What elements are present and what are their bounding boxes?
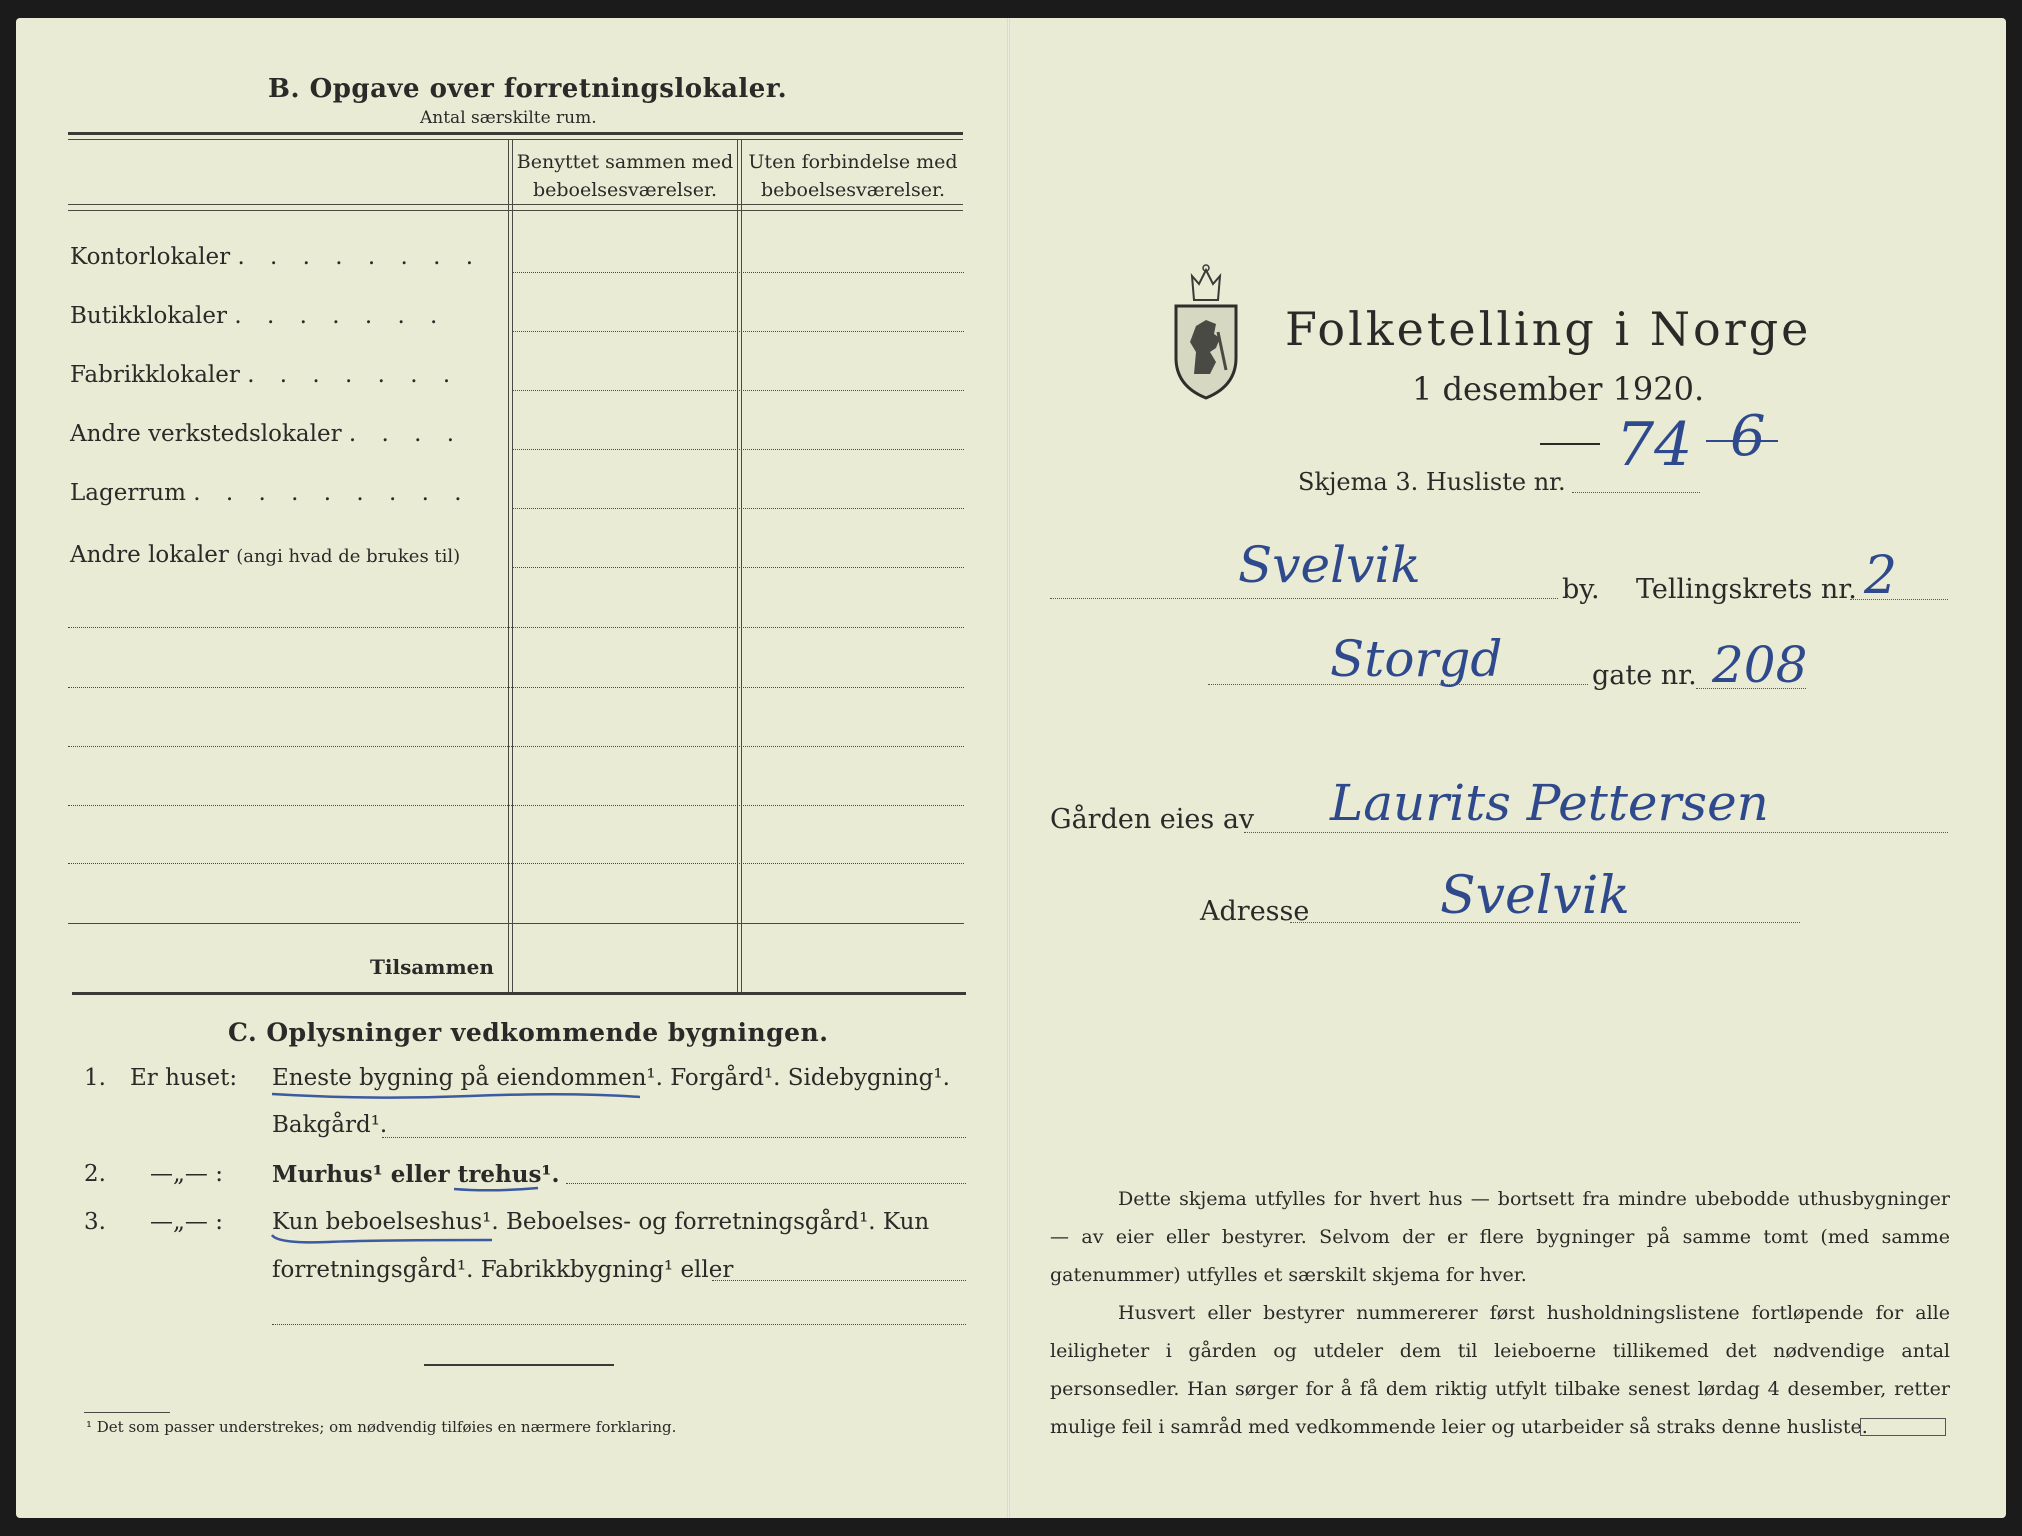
row-butikklokaler: Butikklokaler . . . . . . . [70, 303, 447, 329]
printer-stamp [1860, 1418, 1946, 1436]
page-fold [1007, 18, 1010, 1518]
adresse-line [1290, 922, 1800, 923]
section-b-heading: B. Opgave over forretningslokaler. [268, 74, 788, 104]
instructions-paragraph-1: Dette skjema utfylles for hvert hus — bortsett fra mindre ubebodde uthusbygninger — av eier eller bestyrer. Selvom der er flere bygninger på samme tomt (med samme gatenummer) utfylles et særskilt skjema for hver. [1050, 1188, 1950, 1286]
row-line-5 [513, 508, 964, 509]
col-divider-2b [741, 140, 742, 992]
footnote-rule [84, 1412, 170, 1413]
instructions [1050, 1180, 1950, 1446]
section-c-end-rule [424, 1364, 614, 1366]
table-bottom-rule [72, 992, 966, 995]
row-line-6 [513, 567, 964, 568]
col-header-uten: Uten forbindelse med beboelsesværelser. [748, 151, 958, 201]
col-header-benyttet: Benyttet sammen med beboelsesværelser. [516, 151, 734, 201]
krets-label: Tellingskrets nr. [1636, 574, 1857, 605]
header-rule-2 [68, 210, 963, 211]
eier-value-handwritten: Laurits Pettersen [1330, 774, 1769, 832]
by-label: by. [1562, 574, 1600, 605]
row-fabrikklokaler: Fabrikklokaler . . . . . . . [70, 362, 460, 388]
item-1-text: Eneste bygning på eiendommen¹. Forgård¹. Sidebygning¹. [272, 1065, 950, 1091]
underline-trehus [452, 1184, 542, 1194]
norway-coat-of-arms-icon [1166, 262, 1246, 402]
row-line-11 [68, 863, 964, 864]
by-value-handwritten: Svelvik [1238, 536, 1421, 594]
date-dash [1540, 443, 1600, 445]
item-1-cont: Bakgård¹. [272, 1112, 388, 1138]
row-line-1 [513, 272, 964, 273]
item-2-number: 2. [84, 1161, 106, 1187]
col-divider-1 [508, 140, 509, 992]
husliste-suffix-handwritten: 6 [1730, 404, 1766, 469]
instructions-paragraph-2: Husvert eller bestyrer nummererer først husholdningslistene fortløpende for alle leiligheter i gården og utdeler dem til leieboerne tillikemed det nødvendige antal personsedler. Han sørger for å få dem riktig utfylt tilbake senest lørdag 4 desember, retter mulige feil i samråd med vedkommende leier og utarbeider så straks denne husliste. [1050, 1302, 1950, 1438]
eier-line [1244, 832, 1948, 833]
row-line-4 [513, 449, 964, 450]
total-label: Tilsammen [370, 955, 494, 979]
census-title: Folketelling i Norge [1285, 302, 1812, 356]
row-andre-verksted: Andre verkstedslokaler . . . . [70, 421, 464, 447]
item-1-line [382, 1137, 966, 1138]
census-date: 1 desember 1920. [1412, 370, 1705, 408]
item-2-lead: —„— : [150, 1161, 223, 1187]
row-line-10 [68, 805, 964, 806]
item-3-number: 3. [84, 1209, 106, 1235]
item-1-lead: Er huset: [130, 1065, 238, 1091]
krets-line [1850, 599, 1948, 600]
row-lagerrum: Lagerrum . . . . . . . . . [70, 480, 471, 506]
table-top-rule [68, 132, 963, 135]
row-line-8 [68, 687, 964, 688]
skjema-label: Skjema 3. Husliste nr. [1298, 468, 1566, 496]
item-1-number: 1. [84, 1065, 106, 1091]
krets-value-handwritten: 2 [1864, 546, 1898, 606]
by-line [1050, 598, 1558, 599]
gate-value-handwritten: Storgd [1330, 630, 1503, 688]
adresse-value-handwritten: Svelvik [1440, 866, 1630, 926]
gate-nr-line [1696, 688, 1806, 689]
gate-label: gate nr. [1592, 660, 1697, 691]
husliste-nr-handwritten: 74 [1616, 410, 1693, 480]
eier-label: Gården eies av [1050, 804, 1255, 835]
row-line-2 [513, 331, 964, 332]
table-top-rule-2 [68, 139, 963, 140]
section-c-heading: C. Oplysninger vedkommende bygningen. [228, 1018, 829, 1047]
total-top-rule [68, 923, 964, 924]
item-2-line [566, 1183, 966, 1184]
item-3-cont: forretningsgård¹. Fabrikkbygning¹ eller [272, 1257, 734, 1283]
row-kontorlokaler: Kontorlokaler . . . . . . . . [70, 244, 483, 270]
footnote: ¹ Det som passer understrekes; om nødvendig tilføies en nærmere forklaring. [86, 1418, 677, 1436]
row-line-7 [68, 627, 964, 628]
husliste-line [1572, 492, 1700, 493]
row-andre-lokaler: Andre lokaler (angi hvad de brukes til) [70, 542, 461, 568]
underline-kun-beboelseshus [268, 1232, 498, 1246]
item-3-line-2 [272, 1324, 966, 1325]
col-divider-2 [737, 140, 738, 992]
row-line-9 [68, 746, 964, 747]
gate-line [1208, 684, 1588, 685]
item-3-line [712, 1280, 966, 1281]
row-line-3 [513, 390, 964, 391]
gate-nr-handwritten: 208 [1712, 636, 1808, 694]
item-3-text: Kun beboelseshus¹. Beboelses- og forretningsgård¹. Kun [272, 1209, 930, 1235]
item-3-lead: —„— : [150, 1209, 223, 1235]
husliste-suffix-stroke [1706, 440, 1778, 442]
underline-eneste [270, 1088, 650, 1102]
header-rule [68, 204, 963, 205]
col-divider-1b [512, 140, 513, 992]
adresse-label: Adresse [1200, 896, 1310, 927]
item-2-text: Murhus¹ eller trehus¹. [272, 1161, 560, 1188]
section-b-subheading: Antal særskilte rum. [420, 108, 597, 128]
